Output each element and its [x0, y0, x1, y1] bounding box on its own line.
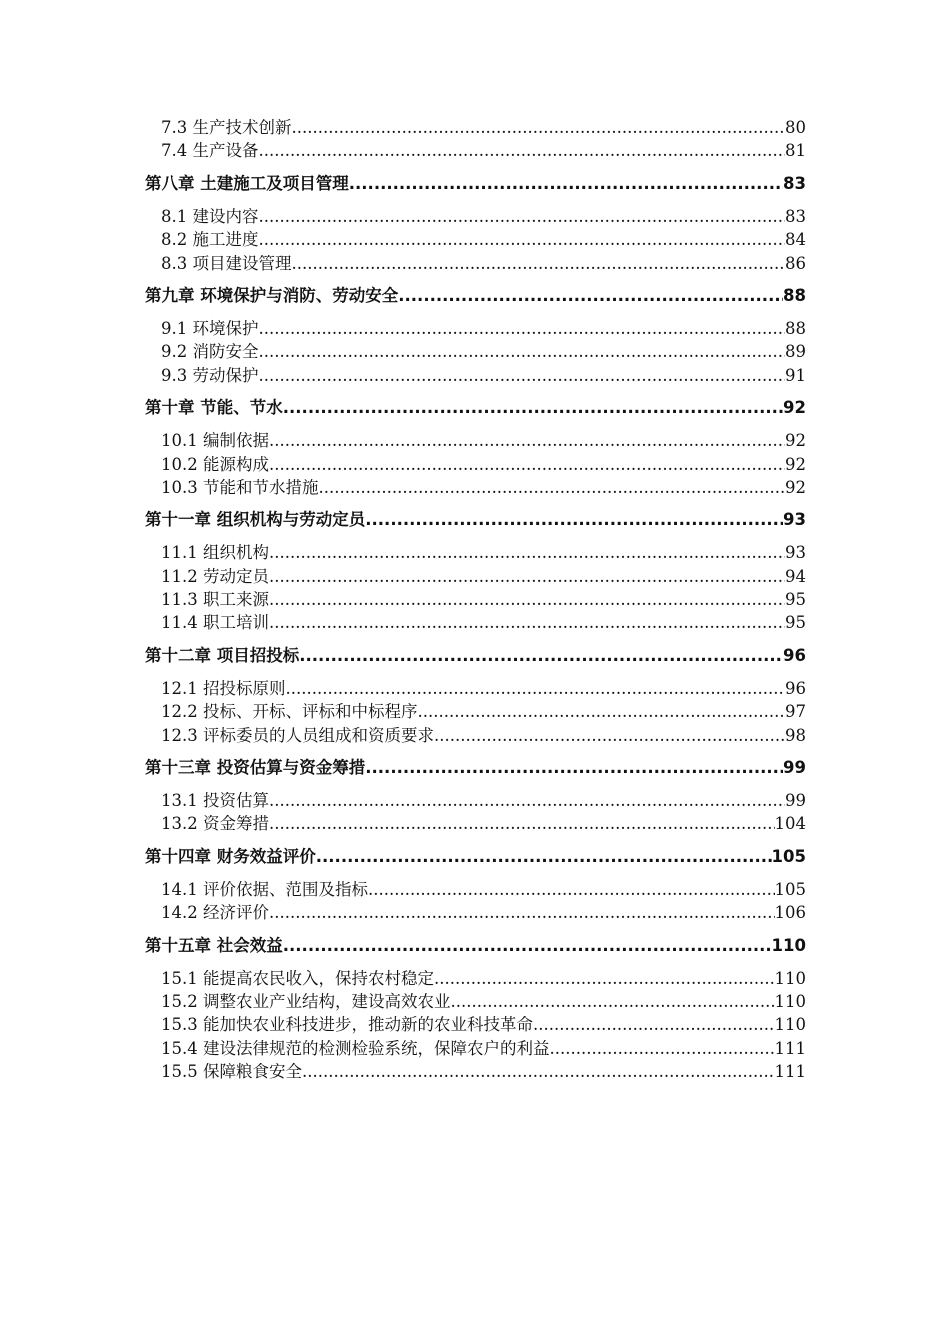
toc-dot-leader — [549, 1037, 774, 1060]
toc-entry-title: 10.1 编制依据 — [161, 431, 269, 451]
toc-entry-title: 11.1 组织机构 — [161, 543, 269, 563]
toc-entry-title: 9.2 消防安全 — [161, 342, 259, 362]
toc-dot-leader — [417, 700, 785, 723]
toc-page-number: 99 — [785, 791, 806, 811]
toc-page-number: 86 — [785, 253, 806, 273]
toc-dot-leader — [398, 284, 783, 308]
toc-dot-leader — [269, 588, 785, 611]
toc-dot-leader — [269, 429, 785, 452]
toc-dot-leader — [292, 116, 786, 139]
toc-chapter-entry[interactable] — [145, 845, 806, 869]
toc-page-number: 111 — [774, 1062, 806, 1082]
toc-dot-leader — [259, 364, 786, 387]
toc-section-entry[interactable] — [145, 901, 806, 924]
toc-dot-leader — [269, 901, 775, 924]
toc-page-number: 105 — [771, 846, 806, 866]
toc-page-number: 110 — [774, 1015, 806, 1035]
toc-page-number: 110 — [774, 968, 806, 988]
toc-entry-title: 15.3 能加快农业科技进步，推动新的农业科技革命 — [161, 1015, 533, 1035]
toc-entry-title: 8.1 建设内容 — [161, 206, 259, 226]
toc-dot-leader — [349, 172, 783, 196]
toc-page-number: 92 — [785, 477, 806, 497]
toc-section-entry[interactable] — [145, 1060, 806, 1083]
toc-entry-title: 第十一章 组织机构与劳动定员 — [145, 510, 366, 530]
toc-page-number: 99 — [783, 758, 806, 778]
toc-chapter-entry[interactable] — [145, 396, 806, 420]
toc-dot-leader — [283, 934, 772, 958]
toc-dot-leader — [259, 340, 786, 363]
toc-section-entry[interactable] — [145, 340, 806, 363]
toc-entry-title: 9.3 劳动保护 — [161, 365, 259, 385]
toc-section-entry[interactable] — [145, 588, 806, 611]
toc-section-entry[interactable] — [145, 878, 806, 901]
toc-entry-title: 14.1 评价依据、范围及指标 — [161, 879, 368, 899]
toc-entry-title: 15.1 能提高农民收入，保持农村稳定 — [161, 968, 434, 988]
toc-page-number: 95 — [785, 590, 806, 610]
toc-dot-leader — [269, 611, 785, 634]
toc-entry-title: 13.1 投资估算 — [161, 791, 269, 811]
toc-entry-title: 11.2 劳动定员 — [161, 566, 269, 586]
toc-entry-title: 第十四章 财务效益评价 — [145, 846, 316, 866]
toc-chapter-entry[interactable] — [145, 508, 806, 532]
toc-page-number: 91 — [785, 365, 806, 385]
toc-section-entry[interactable] — [145, 990, 806, 1013]
toc-entry-title: 第九章 环境保护与消防、劳动安全 — [145, 285, 399, 305]
toc-dot-leader — [259, 139, 786, 162]
toc-page-number: 93 — [783, 510, 806, 530]
toc-entry-title: 第十章 节能、节水 — [145, 398, 283, 418]
toc-dot-leader — [259, 205, 786, 228]
toc-dot-leader — [269, 789, 785, 812]
toc-section-entry[interactable] — [145, 967, 806, 990]
toc-entry-title: 第八章 土建施工及项目管理 — [145, 173, 349, 193]
toc-dot-leader — [365, 756, 783, 780]
toc-chapter-entry[interactable] — [145, 756, 806, 780]
toc-section-entry[interactable] — [145, 812, 806, 835]
toc-entry-title: 8.2 施工进度 — [161, 230, 259, 250]
toc-entry-title: 12.1 招投标原则 — [161, 678, 286, 698]
toc-dot-leader — [299, 644, 783, 668]
toc-page-number: 88 — [783, 285, 806, 305]
toc-page-number: 94 — [785, 566, 806, 586]
toc-entry-title: 第十二章 项目招投标 — [145, 645, 300, 665]
toc-entry-title: 12.2 投标、开标、评标和中标程序 — [161, 702, 418, 722]
toc-page-number: 92 — [783, 398, 806, 418]
toc-section-entry[interactable] — [145, 364, 806, 387]
toc-section-entry[interactable] — [145, 205, 806, 228]
toc-entry-title: 13.2 资金筹措 — [161, 814, 269, 834]
toc-entry-title: 7.3 生产技术创新 — [161, 118, 292, 137]
toc-section-entry[interactable] — [145, 611, 806, 634]
toc-section-entry[interactable] — [145, 1037, 806, 1060]
toc-entry-title: 15.2 调整农业产业结构，建设高效农业 — [161, 991, 451, 1011]
toc-entry-title: 15.4 建设法律规范的检测检验系统，保障农户的利益 — [161, 1038, 550, 1058]
toc-page-number: 98 — [785, 725, 806, 745]
table-of-contents — [145, 116, 806, 1084]
toc-section-entry[interactable] — [145, 700, 806, 723]
toc-page-number: 88 — [785, 318, 806, 338]
toc-section-entry[interactable] — [145, 252, 806, 275]
toc-entry-title: 12.3 评标委员的人员组成和资质要求 — [161, 725, 434, 745]
toc-chapter-entry[interactable] — [145, 284, 806, 308]
toc-entry-title: 11.4 职工培训 — [161, 613, 269, 633]
toc-dot-leader — [365, 508, 783, 532]
toc-section-entry[interactable] — [145, 541, 806, 564]
toc-section-entry[interactable] — [145, 453, 806, 476]
toc-page-number: 105 — [774, 879, 806, 899]
toc-section-entry[interactable] — [145, 789, 806, 812]
toc-chapter-entry[interactable] — [145, 934, 806, 958]
toc-entry-title: 10.3 节能和节水措施 — [161, 477, 319, 497]
toc-section-entry[interactable] — [145, 565, 806, 588]
toc-dot-leader — [368, 878, 775, 901]
toc-page-number: 111 — [774, 1038, 806, 1058]
toc-section-entry[interactable] — [145, 1013, 806, 1036]
toc-section-entry[interactable] — [145, 139, 806, 162]
toc-page-number: 95 — [785, 613, 806, 633]
toc-page-number: 93 — [785, 543, 806, 563]
toc-entry-title: 7.4 生产设备 — [161, 141, 259, 161]
toc-page-number: 110 — [774, 991, 806, 1011]
toc-dot-leader — [269, 812, 775, 835]
toc-dot-leader — [292, 252, 786, 275]
toc-entry-title: 第十五章 社会效益 — [145, 935, 283, 955]
toc-dot-leader — [269, 453, 785, 476]
toc-entry-title: 9.1 环境保护 — [161, 318, 259, 338]
toc-page-number: 106 — [774, 903, 806, 923]
toc-section-entry[interactable] — [145, 317, 806, 340]
toc-entry-title: 14.2 经济评价 — [161, 903, 269, 923]
toc-entry-title: 15.5 保障粮食安全 — [161, 1062, 302, 1082]
toc-section-entry[interactable] — [145, 476, 806, 499]
toc-page-number: 83 — [785, 206, 806, 226]
toc-dot-leader — [259, 317, 786, 340]
toc-dot-leader — [450, 990, 774, 1013]
toc-dot-leader — [434, 724, 785, 747]
toc-page-number: 96 — [785, 678, 806, 698]
toc-entry-title: 第十三章 投资估算与资金筹措 — [145, 758, 366, 778]
toc-page-number: 104 — [774, 814, 806, 834]
toc-section-entry[interactable] — [145, 228, 806, 251]
toc-chapter-entry[interactable] — [145, 172, 806, 196]
toc-page-number: 80 — [785, 118, 806, 137]
toc-dot-leader — [283, 396, 783, 420]
toc-dot-leader — [533, 1013, 775, 1036]
toc-dot-leader — [302, 1060, 775, 1083]
toc-dot-leader — [318, 476, 785, 499]
toc-page-number: 92 — [785, 454, 806, 474]
toc-dot-leader — [259, 228, 786, 251]
toc-section-entry[interactable] — [145, 724, 806, 747]
toc-dot-leader — [434, 967, 775, 990]
toc-page-number: 83 — [783, 173, 806, 193]
toc-dot-leader — [285, 677, 785, 700]
toc-section-entry[interactable] — [145, 677, 806, 700]
toc-dot-leader — [316, 845, 772, 869]
toc-page-number: 97 — [785, 702, 806, 722]
toc-entry-title: 10.2 能源构成 — [161, 454, 269, 474]
toc-page-number: 92 — [785, 431, 806, 451]
toc-chapter-entry[interactable] — [145, 644, 806, 668]
toc-dot-leader — [269, 541, 785, 564]
toc-page-number: 110 — [771, 935, 806, 955]
toc-entry-title: 8.3 项目建设管理 — [161, 253, 292, 273]
toc-section-entry[interactable] — [145, 429, 806, 452]
toc-dot-leader — [269, 565, 785, 588]
toc-entry-title: 11.3 职工来源 — [161, 590, 269, 610]
toc-page-number: 89 — [785, 342, 806, 362]
toc-page-number: 81 — [785, 141, 806, 161]
toc-page-number: 84 — [785, 230, 806, 250]
toc-section-entry[interactable] — [145, 116, 806, 139]
toc-page-number: 96 — [783, 645, 806, 665]
